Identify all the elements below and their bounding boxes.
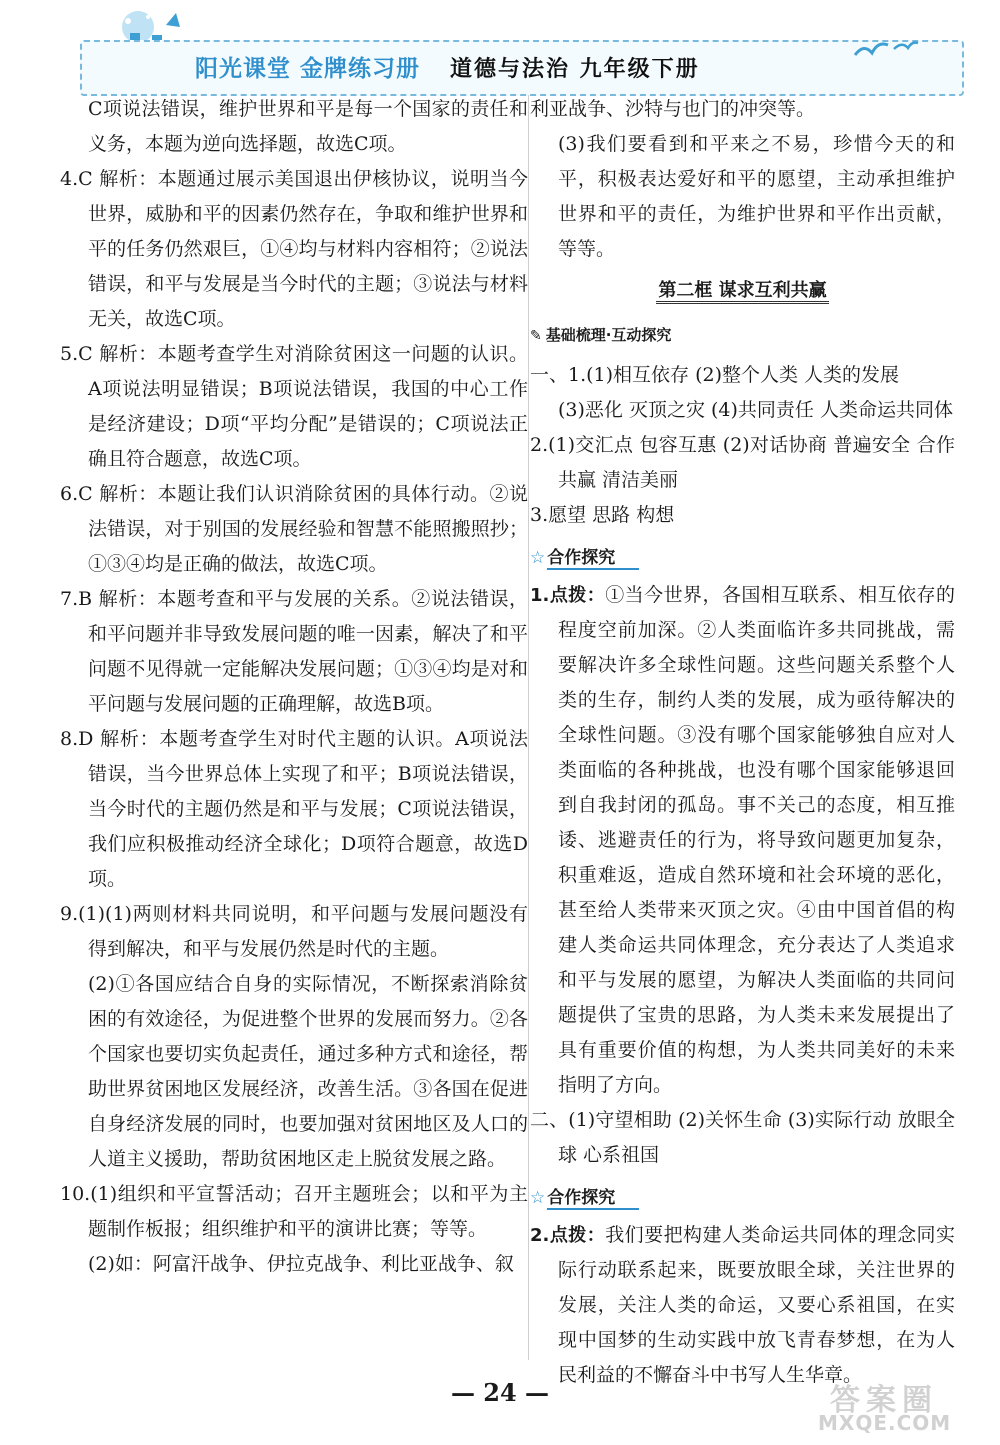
answer-10-continued: 利亚战争、沙特与也门的冲突等。 bbox=[530, 98, 816, 120]
discussion-2: 2.点拨：我们要把构建人类命运共同体的理念同实际行动联系起来，既要放眼全球，关注世界的发展，关注人类的命运，又要心系祖国，在实现中国梦的生动实践中放飞青春梦想，在为人民利益的不懈奋斗中书写人生华章。 bbox=[530, 1224, 955, 1386]
answer-3-continued: C项说法错误，维护世界和平是每一个国家的责任和义务，本题为逆向选择题，故选C项。 bbox=[88, 98, 528, 155]
column-divider bbox=[528, 95, 529, 1360]
answer-8: 8.D 解析：本题考查学生对时代主题的认识。A项说法错误，当今世界总体上实现了和平；B项说法错误，当今时代的主题仍然是和平与发展；C项说法错误，我们应积极推动经济全球化；D项符合题意，故选D项。 bbox=[60, 728, 528, 890]
birds-icon bbox=[850, 35, 920, 65]
answer-10-part-2: (2)如：阿富汗战争、伊拉克战争、利比亚战争、叙 bbox=[88, 1253, 514, 1275]
watermark-url: MXQE.COM bbox=[818, 1411, 952, 1435]
star-icon: ☆ bbox=[530, 548, 546, 568]
cooperation-heading-1: ☆ 合作探究 bbox=[530, 541, 955, 576]
answer-9-part-2: (2)①各国应结合自身的实际情况，不断探索消除贫困的有效途径，为促进整个世界的发展而努力。②各个国家也要切实负起责任，通过多种方式和途径，帮助世界贫困地区发展经济，改善生活。③各国在促进自身经济发展的同时，也要加强对贫困地区及人口的人道主义援助，帮助贫困地区走上脱贫发展之路。 bbox=[88, 973, 528, 1170]
discussion-1: 1.点拨：①当今世界，各国相互联系、相互依存的程度空前加深。②人类面临许多共同挑战，需要解决许多全球性问题。这些问题关系整个人类的生存，制约人类的发展，成为亟待解决的全球性问题。③没有哪个国家能够独自应对人类面临的各种挑战，也没有哪个国家能够退回到自我封闭的孤岛。事不关己的态度，相互推诿、逃避责任的行为，将导致问题更加复杂，积重难返，造成自然环境和社会环境的恶化，甚至给人类带来灭顶之灾。④由中国首倡的构建人类命运共同体理念，充分表达了人类追求和平与发展的愿望，为解决人类面临的共同问题提供了宝贵的思路，为人类未来发展提出了具有重要价值的构想，为人类共同美好的未来指明了方向。 bbox=[530, 584, 955, 1096]
fill-1-line-2: (3)恶化 灭顶之灾 (4)共同责任 人类命运共同体 bbox=[558, 399, 953, 421]
fill-2: 2.(1)交汇点 包容互惠 (2)对话协商 普遍安全 合作共赢 清洁美丽 bbox=[530, 434, 955, 491]
answer-5: 5.C 解析：本题考查学生对消除贫困这一问题的认识。A项说法明显错误；B项说法错误，我国的中心工作是经济建设；D项“平均分配”是错误的；C项说法正确且符合题意，故选C项。 bbox=[60, 343, 528, 470]
left-column bbox=[60, 92, 528, 1282]
right-column bbox=[530, 92, 955, 1393]
page-header bbox=[0, 0, 1000, 100]
star-icon: ☆ bbox=[530, 1188, 546, 1208]
fill-section-2: 二、(1)守望相助 (2)关怀生命 (3)实际行动 放眼全球 心系祖国 bbox=[530, 1109, 955, 1166]
cooperation-heading-2: ☆ 合作探究 bbox=[530, 1181, 955, 1216]
watermark-text: 答案圈 bbox=[830, 1383, 938, 1418]
answer-10-part-3: (3)我们要看到和平来之不易，珍惜今天的和平，积极表达爱好和平的愿望，主动承担维护世界和平的责任，为维护世界和平作出贡献，等等。 bbox=[558, 133, 955, 260]
answer-4: 4.C 解析：本题通过展示美国退出伊核协议，说明当今世界，威胁和平的因素仍然存在，争取和维护世界和平的任务仍然艰巨，①④均与材料内容相符；②说法错误，和平与发展是当今时代的主题；③说法与材料无关，故选C项。 bbox=[60, 168, 528, 330]
fill-3: 3.愿望 思路 构想 bbox=[530, 504, 675, 526]
answer-6: 6.C 解析：本题让我们认识消除贫困的具体行动。②说法错误，对于别国的发展经验和智慧不能照搬照抄；①③④均是正确的做法，故选C项。 bbox=[60, 483, 528, 575]
answer-7: 7.B 解析：本题考查和平与发展的关系。②说法错误，和平问题并非导致发展问题的唯一因素，解决了和平问题不见得就一定能解决发展问题；①③④均是对和平问题与发展问题的正确理解，故选B项。 bbox=[60, 588, 528, 715]
section-title: 第二框 谋求互利共赢 bbox=[530, 273, 955, 308]
fill-1-line-1: 一、1.(1)相互依存 (2)整个人类 人类的发展 bbox=[530, 364, 900, 386]
answer-9-part-1: 9.(1)(1)两则材料共同说明，和平问题与发展问题没有得到解决，和平与发展仍然是时代的主题。 bbox=[60, 903, 528, 960]
answer-10-part-1: 10.(1)组织和平宣誓活动；召开主题班会；以和平为主题制作板报；组织维护和平的演讲比赛；等等。 bbox=[60, 1183, 528, 1240]
book-title: 阳光课堂 金牌练习册 bbox=[195, 56, 421, 82]
page-number: — 24 — bbox=[450, 1378, 550, 1407]
basics-tag: ✎ 基础梳理·互动探究 bbox=[530, 326, 672, 344]
pencil-icon: ✎ bbox=[530, 328, 542, 344]
watermark bbox=[800, 1375, 990, 1435]
book-subtitle: 道德与法治 九年级下册 bbox=[450, 57, 700, 82]
